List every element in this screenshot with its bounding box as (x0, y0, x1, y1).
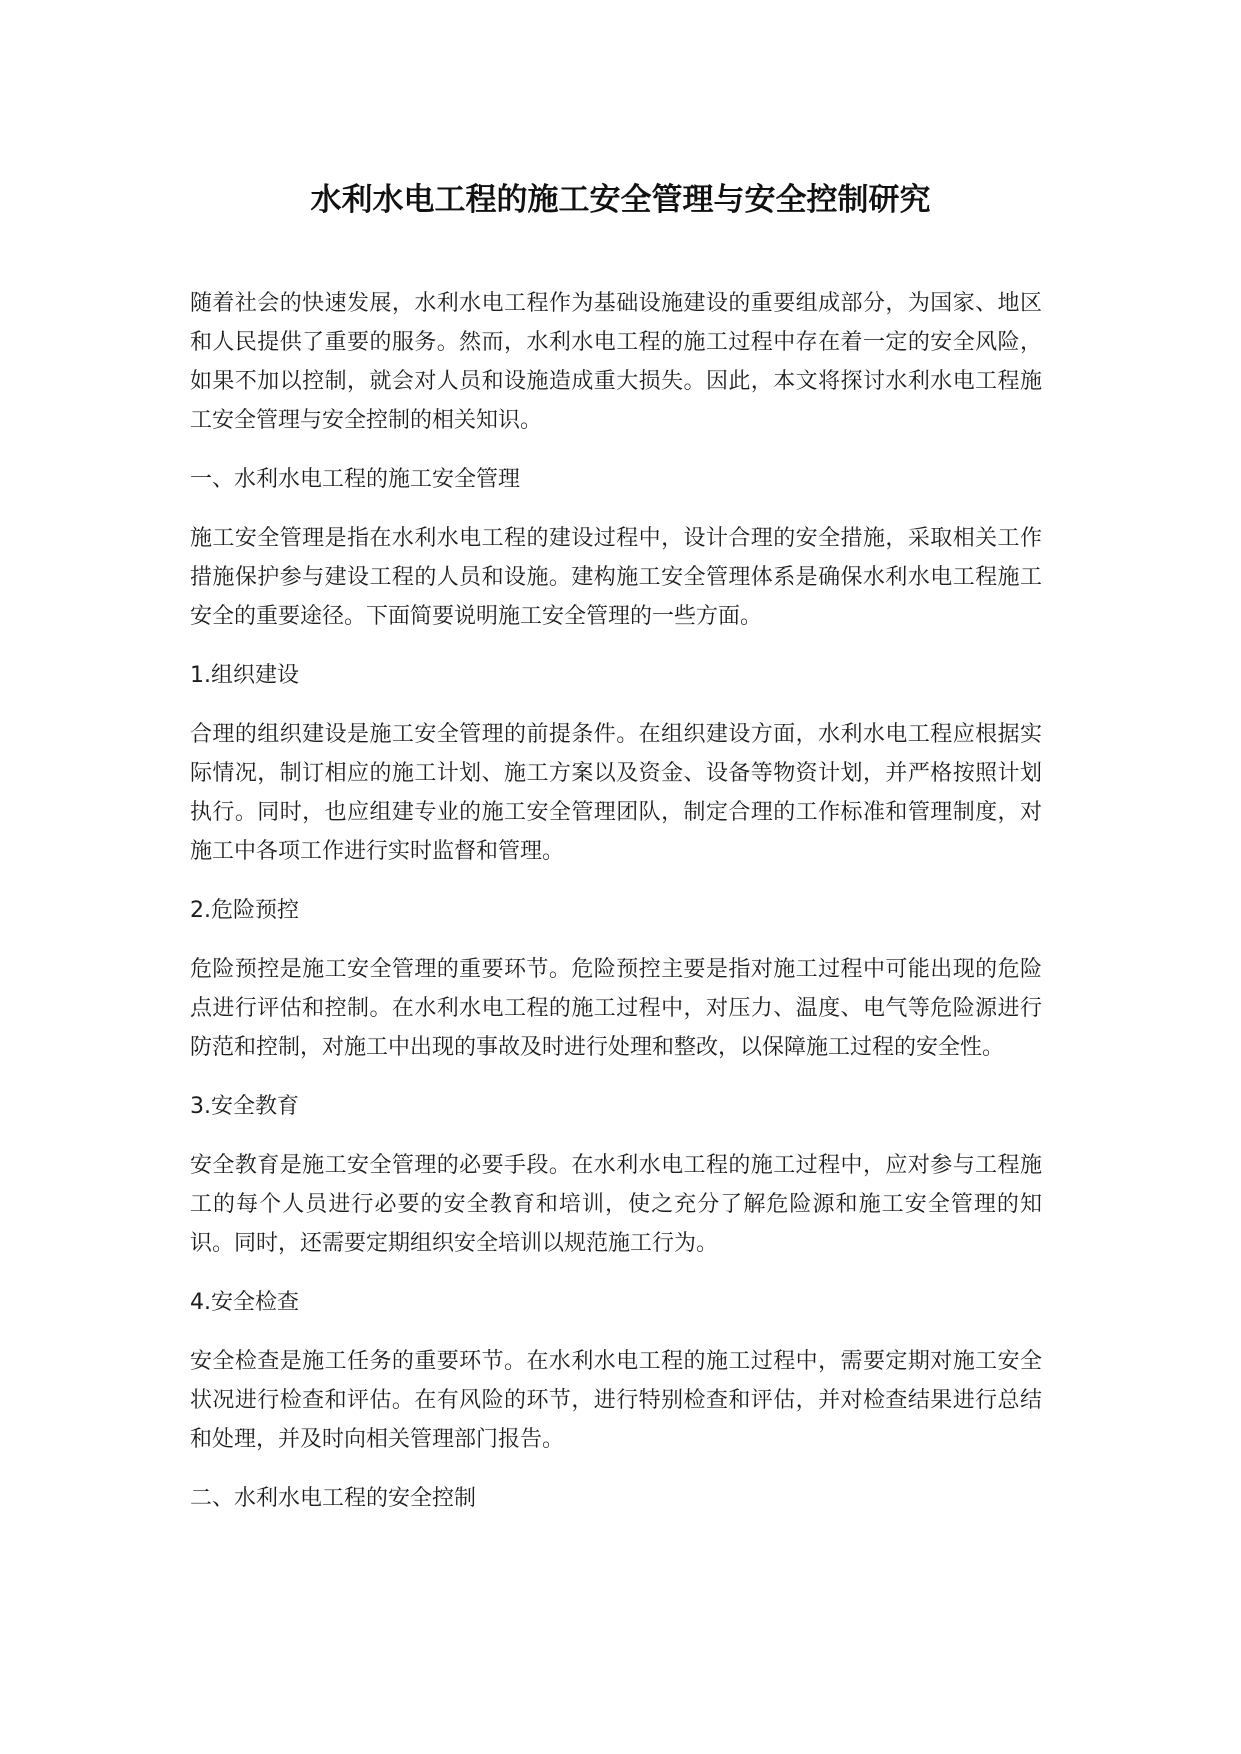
subheading-risk-control: 2.危险预控 (190, 898, 299, 923)
safety-inspection-paragraph: 安全检查是施工任务的重要环节。在水利水电工程的施工过程中，需要定期对施工安全状况进行检查和评估。在有风险的环节，进行特别检查和评估，并对检查结果进行总结和处理，并及时向相关管理部门报告。 (190, 1349, 1042, 1452)
intro-paragraph: 随着社会的快速发展，水利水电工程作为基础设施建设的重要组成部分，为国家、地区和人民提供了重要的服务。然而，水利水电工程的施工过程中存在着一定的安全风险，如果不加以控制，就会对人员和设施造成重大损失。因此，本文将探讨水利水电工程施工安全管理与安全控制的相关知识。 (190, 291, 1042, 433)
document-title: 水利水电工程的施工安全管理与安全控制研究 (310, 182, 931, 218)
subheading-safety-education: 3.安全教育 (190, 1094, 299, 1119)
document-body (190, 284, 1042, 1538)
management-paragraph: 施工安全管理是指在水利水电工程的建设过程中，设计合理的安全措施，采取相关工作措施保护参与建设工程的人员和设施。建构施工安全管理体系是确保水利水电工程施工安全的重要途径。下面简要说明施工安全管理的一些方面。 (190, 526, 1042, 629)
section-heading-control: 二、水利水电工程的安全控制 (190, 1486, 477, 1511)
risk-control-paragraph: 危险预控是施工安全管理的重要环节。危险预控主要是指对施工过程中可能出现的危险点进行评估和控制。在水利水电工程的施工过程中，对压力、温度、电气等危险源进行防范和控制，对施工中出现的事故及时进行处理和整改，以保障施工过程的安全性。 (190, 957, 1042, 1060)
safety-education-paragraph: 安全教育是施工安全管理的必要手段。在水利水电工程的施工过程中，应对参与工程施工的每个人员进行必要的安全教育和培训，使之充分了解危险源和施工安全管理的知识。同时，还需要定期组织安全培训以规范施工行为。 (190, 1153, 1042, 1256)
organization-paragraph: 合理的组织建设是施工安全管理的前提条件。在组织建设方面，水利水电工程应根据实际情况，制订相应的施工计划、施工方案以及资金、设备等物资计划，并严格按照计划执行。同时，也应组建专业的施工安全管理团队，制定合理的工作标准和管理制度，对施工中各项工作进行实时监督和管理。 (190, 722, 1042, 864)
section-heading-management: 一、水利水电工程的施工安全管理 (190, 467, 521, 492)
subheading-safety-inspection: 4.安全检查 (190, 1290, 299, 1315)
subheading-organization: 1.组织建设 (190, 663, 299, 688)
